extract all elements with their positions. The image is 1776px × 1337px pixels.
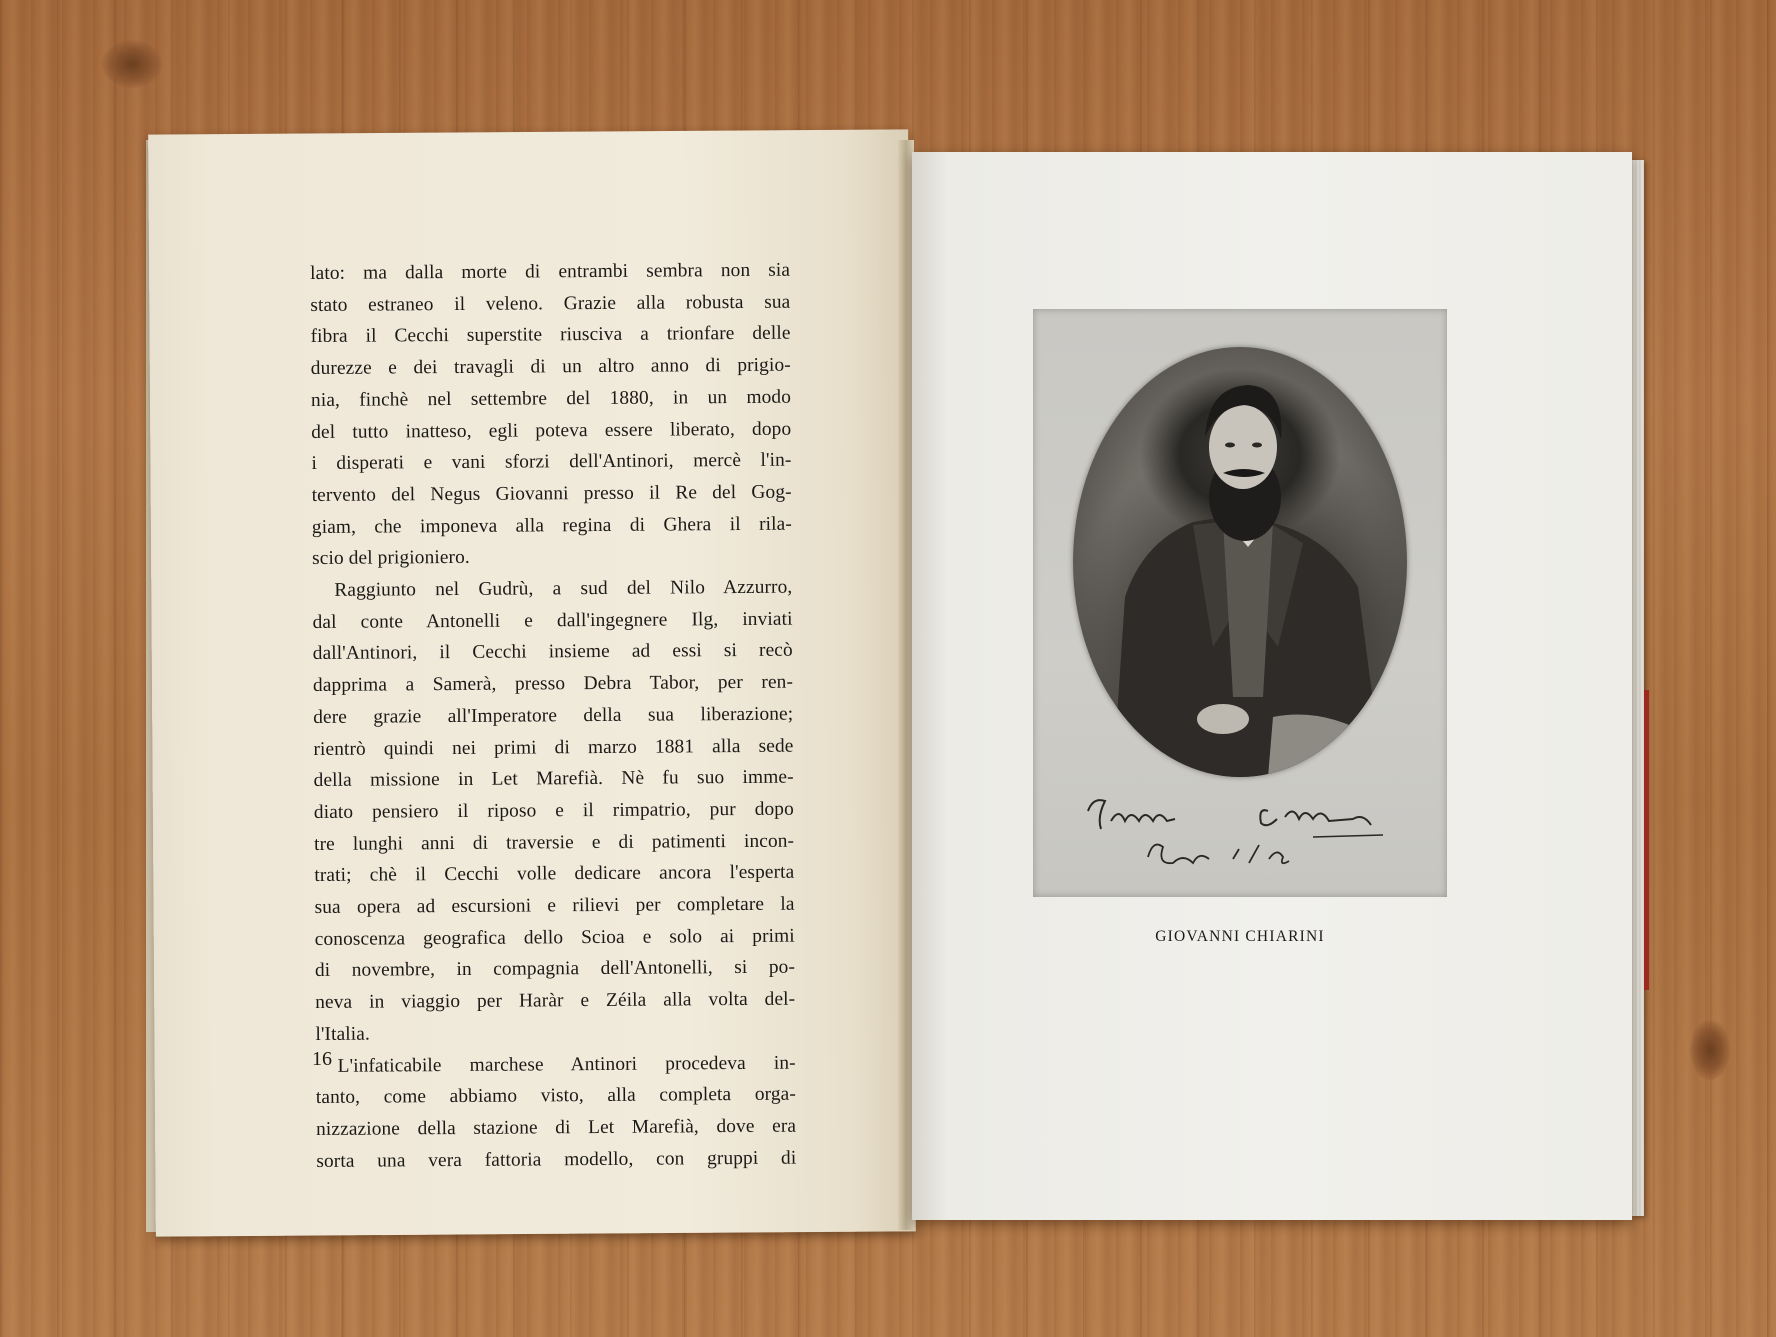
right-page-stack (1630, 160, 1644, 1216)
portrait-figure (1073, 347, 1407, 777)
text-line: neva in viaggio per Haràr e Zéila alla volta del- (315, 988, 796, 1014)
table-knot (1690, 1020, 1730, 1080)
text-line: conoscenza geografica dello Scioa e solo ai primi (314, 925, 795, 950)
text-line: dal conte Antonelli e dall'ingegnere Ilg, inviati (312, 608, 793, 633)
text-line: rientrò quindi nei primi di marzo 1881 alla sede (313, 735, 794, 760)
text-line: scio del prigioniero. (312, 547, 470, 570)
text-line: tervento del Negus Giovanni presso il Re del Gog- (311, 481, 792, 506)
text-line: lato: ma dalla morte di entrambi sembra non sia (310, 259, 791, 284)
portrait-plate (1033, 309, 1447, 897)
text-line: Raggiunto nel Gudrù, a sud del Nilo Azzurro, (334, 576, 793, 601)
page-number: 16 (312, 1048, 332, 1070)
paragraph-1 (310, 255, 792, 575)
body-text (310, 255, 796, 1178)
text-line: dere grazie all'Imperatore della sua liberazione; (313, 703, 794, 728)
text-line: nizzazione della stazione di Let Marefià, dove era (316, 1115, 797, 1140)
text-line: dapprima a Samerà, presso Debra Tabor, per ren- (312, 671, 794, 697)
text-line: tanto, come abbiamo visto, alla completa orga- (315, 1083, 796, 1109)
paragraph-2 (312, 572, 795, 1051)
text-line: tre lunghi anni di traversie e di patimenti incon- (314, 830, 795, 855)
text-line: dall'Antinori, il Cecchi insieme ad essi si recò (312, 640, 793, 665)
portrait-oval (1073, 347, 1407, 777)
text-line: sorta una vera fattoria modello, con gruppi di (316, 1147, 797, 1172)
text-line: l'Italia. (315, 1023, 370, 1045)
text-line: fibra il Cecchi superstite riusciva a trionfare delle (310, 323, 791, 348)
handwritten-signature (1053, 789, 1427, 879)
text-line: del tutto inatteso, egli poteva essere liberato, dopo (311, 418, 792, 443)
portrait-caption: GIOVANNI CHIARINI (1155, 928, 1325, 945)
text-line: sua opera ad escursioni e rilievi per completare la (314, 893, 795, 919)
table-knot (102, 40, 162, 88)
text-line: stato estraneo il veleno. Grazie alla robusta sua (310, 291, 791, 316)
text-line: L'infaticabile marchese Antinori procedeva in- (337, 1052, 796, 1077)
text-line: durezze e dei travagli di un altro anno di prigio- (310, 354, 791, 380)
paragraph-3 (316, 1047, 797, 1177)
text-line: di novembre, in compagnia dell'Antonelli, si po- (314, 957, 796, 982)
text-line: nia, finchè nel settembre del 1880, in un modo (310, 386, 792, 411)
text-line: i disperati e vani sforzi dell'Antinori, mercè l'in- (311, 449, 792, 475)
cover-edge (1644, 690, 1649, 990)
text-line: giam, che imponeva alla regina di Ghera il rila- (311, 513, 792, 538)
text-line: trati; chè il Cecchi volle dedicare ancora l'esperta (314, 861, 795, 887)
text-line: diato pensiero il riposo e il rimpatrio, pur dopo (313, 798, 794, 823)
text-line: della missione in Let Marefià. Nè fu suo imme- (313, 766, 794, 792)
